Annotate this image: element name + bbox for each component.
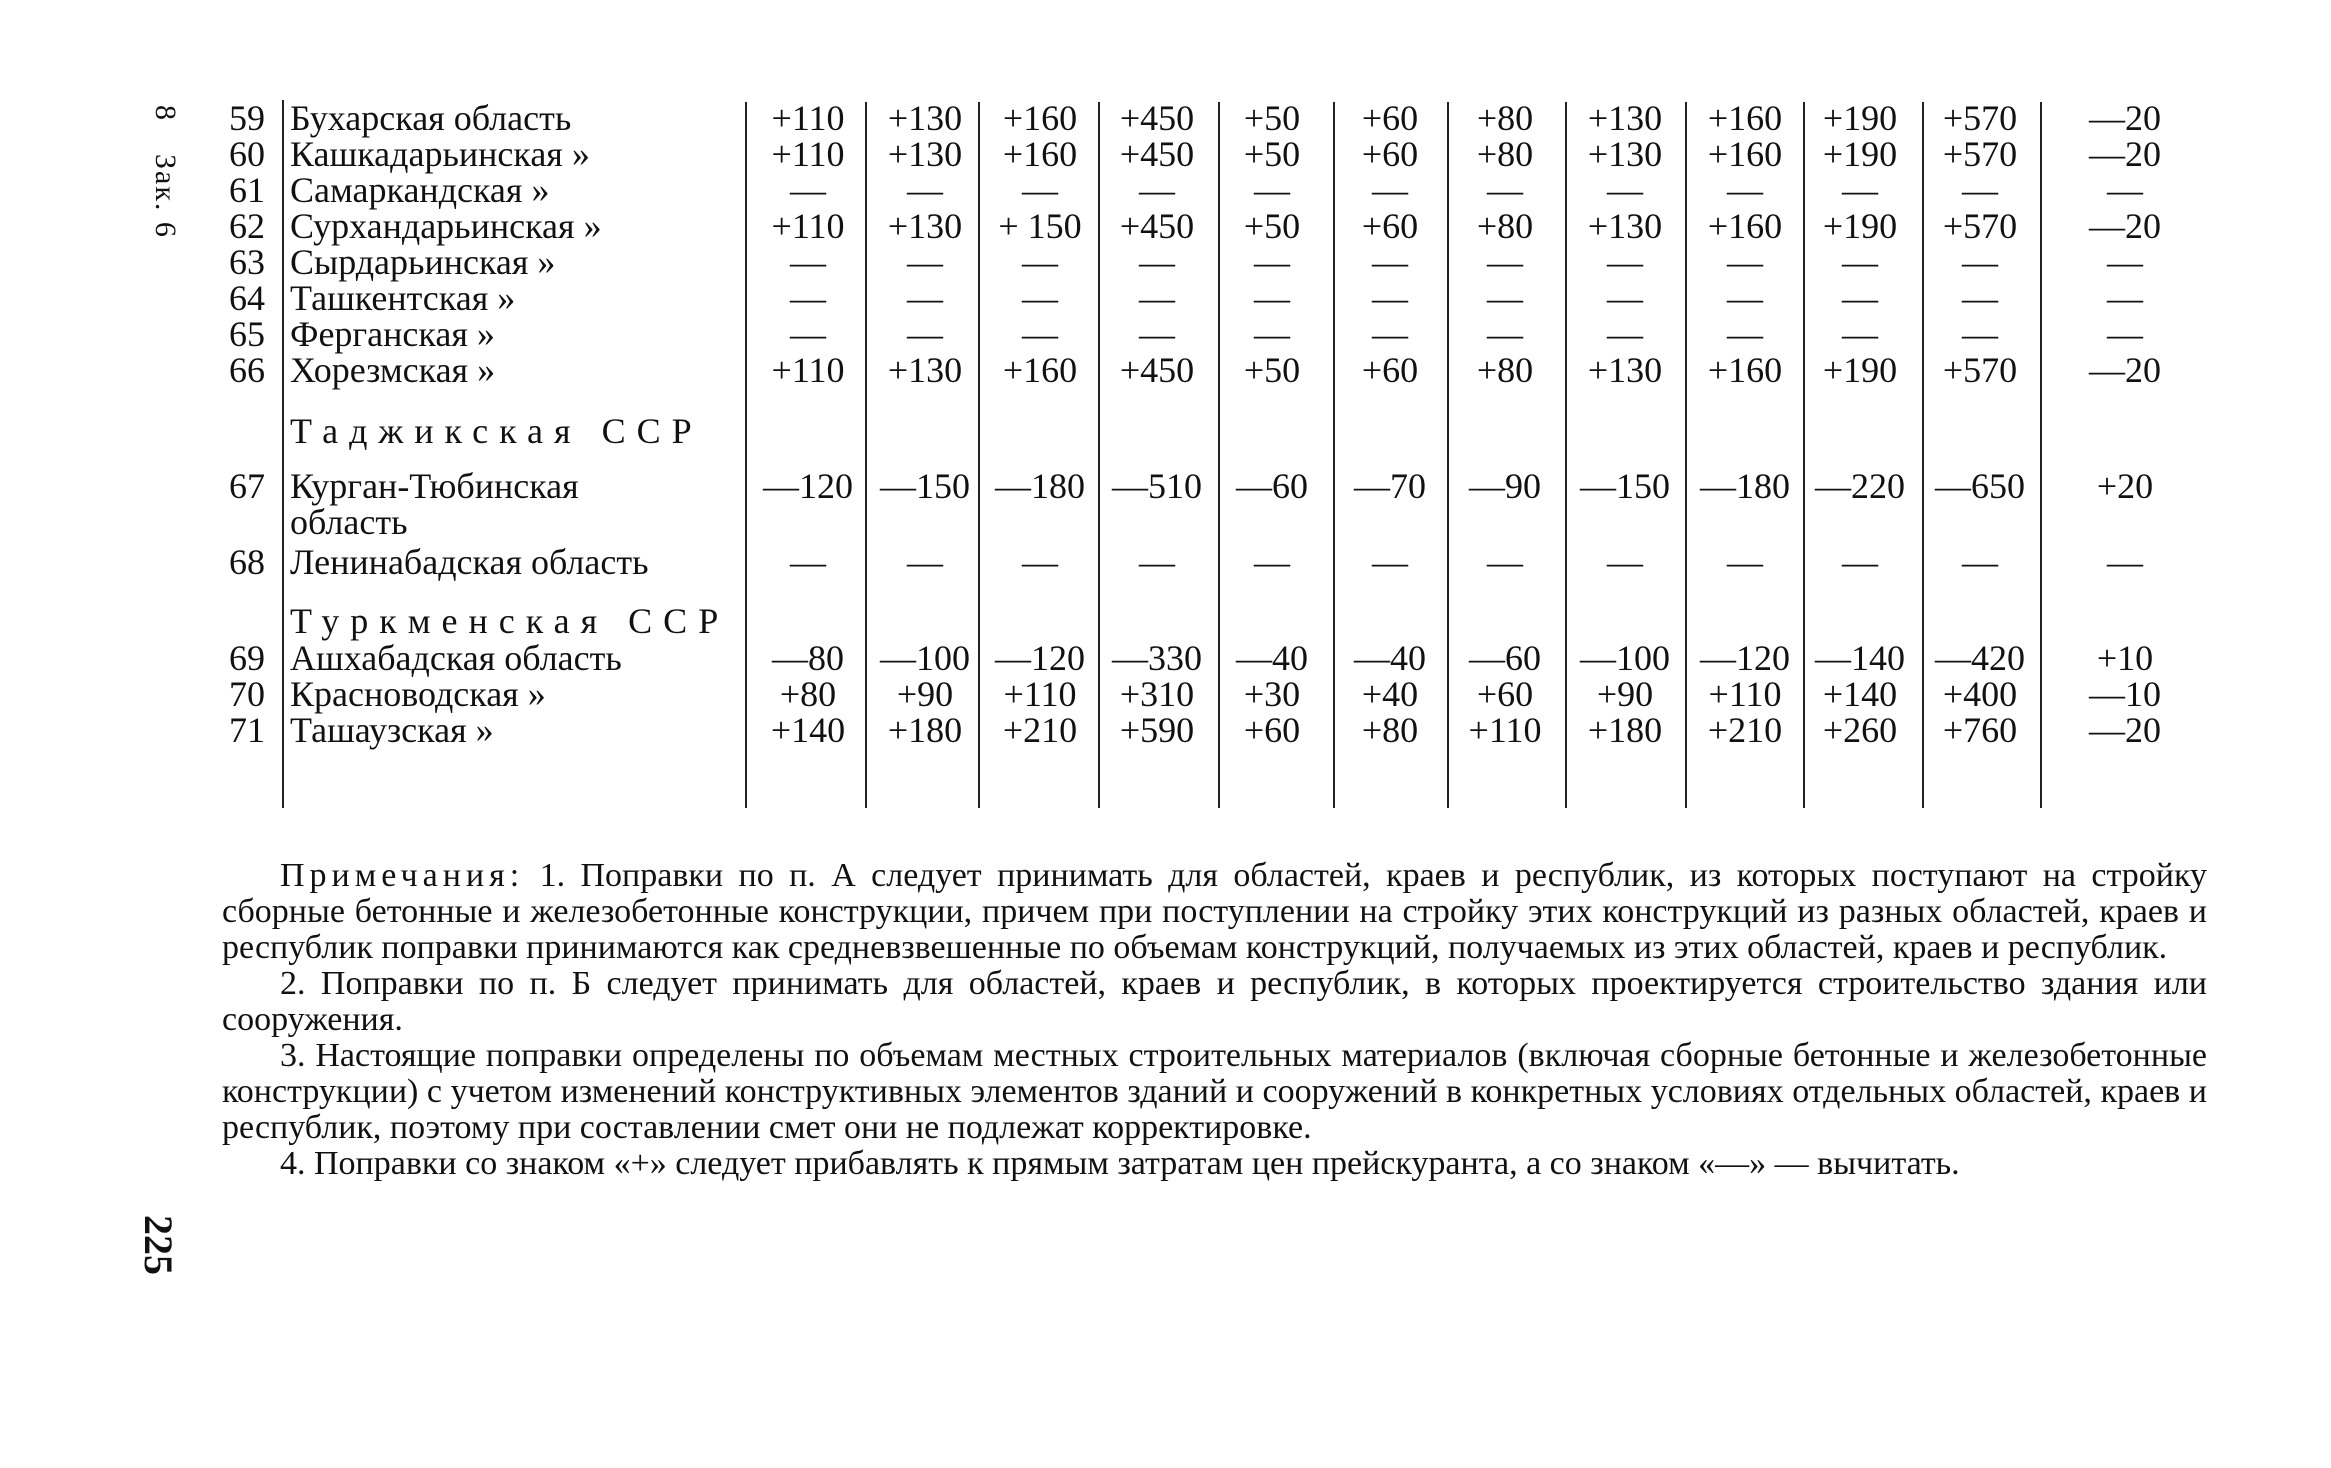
table-cell: —	[1372, 314, 1408, 354]
region-name: Сырдарьинская »	[290, 242, 556, 282]
table-cell: +130	[887, 98, 963, 138]
region-name: Курган-Тюбинская	[290, 466, 579, 506]
table-cell: —90	[1469, 466, 1541, 506]
table-cell: +160	[1707, 206, 1783, 246]
table-cell: +80	[1476, 134, 1534, 174]
region-name: Красноводская »	[290, 674, 546, 714]
table-cell: —100	[880, 638, 970, 678]
table-cell: —	[1487, 314, 1523, 354]
table-cell: —	[2107, 170, 2143, 210]
table-cell: —	[1842, 314, 1878, 354]
section-heading: Туркменская ССР	[290, 601, 730, 641]
table-cell: —	[1487, 242, 1523, 282]
table-cell: —	[907, 170, 943, 210]
table-cell: +160	[1707, 98, 1783, 138]
table-cell: +130	[1587, 134, 1663, 174]
table-cell: +80	[1476, 206, 1534, 246]
table-cell: —150	[1580, 466, 1670, 506]
table-cell: —80	[772, 638, 844, 678]
table-cell: +190	[1822, 350, 1898, 390]
table-cell: +450	[1119, 134, 1195, 174]
region-name: Ленинабадская область	[290, 542, 649, 582]
table-cell: +60	[1476, 674, 1534, 714]
region-name: Хорезмская »	[290, 350, 496, 390]
table-cell: +60	[1243, 710, 1301, 750]
page-number: 225	[136, 1215, 181, 1275]
row-number: 62	[229, 206, 265, 246]
table-cell: +160	[1707, 134, 1783, 174]
table-cell: —	[1022, 242, 1058, 282]
table-cell: —	[1254, 242, 1290, 282]
table-cell: +50	[1243, 134, 1301, 174]
table-cell: +140	[1822, 674, 1898, 714]
table-cell: —20	[2089, 206, 2161, 246]
margin-order-note: Зак. 6	[149, 153, 182, 239]
table-cell: —	[790, 542, 826, 582]
table-cell: —	[1727, 542, 1763, 582]
table-cell: +80	[779, 674, 837, 714]
note-1	[222, 858, 2207, 966]
table-cell: —420	[1935, 638, 2025, 678]
table-cell: —	[907, 278, 943, 318]
region-name: Кашкадарьинская »	[290, 134, 590, 174]
table-cell: +30	[1243, 674, 1301, 714]
table-cell: —	[1139, 314, 1175, 354]
note-4: 4. Поправки со знаком «+» следует прибавлять к прямым затратам цен прейскуранта, а со знаком «—» — вычитать.	[280, 1145, 1960, 1182]
table-cell: —	[1139, 170, 1175, 210]
region-name: Самаркандская »	[290, 170, 550, 210]
table-cell: —	[1962, 242, 1998, 282]
table-cell: —	[2107, 314, 2143, 354]
column-rule	[2040, 102, 2042, 808]
table-cell: —	[790, 242, 826, 282]
table-cell: —120	[1700, 638, 1790, 678]
table-cell: —120	[763, 466, 853, 506]
table-cell: + 150	[998, 206, 1082, 246]
table-cell: +80	[1361, 710, 1419, 750]
table-cell: —220	[1815, 466, 1905, 506]
margin-sheet-number: 8	[149, 105, 182, 122]
table-cell: —100	[1580, 638, 1670, 678]
table-cell: —	[1607, 278, 1643, 318]
table-cell: —	[1372, 278, 1408, 318]
table-cell: —	[1727, 170, 1763, 210]
table-cell: +160	[1002, 134, 1078, 174]
table-cell: —	[907, 314, 943, 354]
row-number: 67	[229, 466, 265, 506]
table-cell: +140	[770, 710, 846, 750]
table-cell: +210	[1707, 710, 1783, 750]
table-cell: +110	[771, 134, 845, 174]
table-cell: +60	[1361, 98, 1419, 138]
table-cell: —	[1842, 242, 1878, 282]
row-number: 68	[229, 542, 265, 582]
table-cell: +570	[1942, 134, 2018, 174]
table-cell: +110	[771, 350, 845, 390]
table-cell: —140	[1815, 638, 1905, 678]
table-cell: +60	[1361, 350, 1419, 390]
table-cell: +110	[1708, 674, 1782, 714]
row-number: 71	[229, 710, 265, 750]
table-cell: +450	[1119, 206, 1195, 246]
table-cell: —	[790, 170, 826, 210]
table-cell: —	[1607, 542, 1643, 582]
table-cell: —	[2107, 278, 2143, 318]
table-cell: +90	[1596, 674, 1654, 714]
table-cell: +50	[1243, 206, 1301, 246]
table-cell: +130	[887, 350, 963, 390]
column-rule	[282, 100, 284, 808]
table-cell: —	[1022, 278, 1058, 318]
note-3: 3. Настоящие поправки определены по объемам местных строительных материалов (включая сборные бетонные и железобетонные конструкции) с учетом изменений конструктивных элементов зданий и сооружений в конкретных условиях отдельных областей, краев и республик, поэтому при составлении смет они не подлежат корректировке.	[222, 1037, 2207, 1146]
table-cell: —	[1022, 314, 1058, 354]
table-cell: +60	[1361, 134, 1419, 174]
region-name: Ташаузская »	[290, 710, 494, 750]
table-cell: +20	[2096, 466, 2154, 506]
table-cell: +210	[1002, 710, 1078, 750]
table-cell: +590	[1119, 710, 1195, 750]
table-cell: +60	[1361, 206, 1419, 246]
table-cell: —	[1727, 278, 1763, 318]
row-number: 65	[229, 314, 265, 354]
table-cell: +130	[1587, 206, 1663, 246]
table-cell: +570	[1942, 350, 2018, 390]
table-cell: —150	[880, 466, 970, 506]
table-cell: —	[1254, 314, 1290, 354]
table-cell: +110	[771, 206, 845, 246]
row-number: 59	[229, 98, 265, 138]
table-cell: +40	[1361, 674, 1419, 714]
table-cell: —	[1842, 170, 1878, 210]
table-cell: —	[1842, 278, 1878, 318]
table-cell: —	[907, 242, 943, 282]
table-cell: —10	[2089, 674, 2161, 714]
table-cell: +400	[1942, 674, 2018, 714]
row-number: 63	[229, 242, 265, 282]
table-cell: +450	[1119, 350, 1195, 390]
region-name: Ферганская »	[290, 314, 495, 354]
table-cell: —	[1022, 542, 1058, 582]
note-2: 2. Поправки по п. Б следует принимать для областей, краев и республик, в которых проектируется строительство здания или сооружения.	[222, 965, 2207, 1038]
column-rule	[745, 102, 747, 808]
table-cell: —	[907, 542, 943, 582]
note-1-text: 1. Поправки по п. А следует принимать для областей, краев и республик, из которых поступают на стройку сборные бетонные и железобетонные конструкции, причем при поступлении на стройку этих конструкций из разных областей, краев и республик поправки принимаются как средневзвешенные по объемам конструкций, получаемых из этих областей, краев и республик.	[222, 857, 2207, 966]
table-cell: —	[790, 314, 826, 354]
table-cell: +50	[1243, 98, 1301, 138]
table-cell: +260	[1822, 710, 1898, 750]
table-cell: —	[1372, 170, 1408, 210]
table-cell: +110	[1003, 674, 1077, 714]
table-cell: +110	[1468, 710, 1542, 750]
table-cell: +160	[1002, 350, 1078, 390]
table-cell: —	[1962, 278, 1998, 318]
table-cell: —510	[1112, 466, 1202, 506]
table-cell: —	[1254, 278, 1290, 318]
table-cell: —40	[1354, 638, 1426, 678]
section-heading: Таджикская ССР	[290, 411, 703, 451]
table-cell: +130	[887, 206, 963, 246]
row-number: 61	[229, 170, 265, 210]
table-cell: —20	[2089, 350, 2161, 390]
table-cell: +190	[1822, 134, 1898, 174]
table-cell: —	[1727, 314, 1763, 354]
table-cell: +310	[1119, 674, 1195, 714]
table-cell: —	[1487, 278, 1523, 318]
table-cell: +570	[1942, 98, 2018, 138]
table-cell: +160	[1002, 98, 1078, 138]
table-cell: +110	[771, 98, 845, 138]
table-cell: —650	[1935, 466, 2025, 506]
table-cell: —	[2107, 242, 2143, 282]
table-cell: —20	[2089, 710, 2161, 750]
table-cell: —	[1962, 314, 1998, 354]
table-cell: —20	[2089, 98, 2161, 138]
table-cell: +190	[1822, 206, 1898, 246]
table-cell: —70	[1354, 466, 1426, 506]
table-cell: +50	[1243, 350, 1301, 390]
table-cell: —60	[1469, 638, 1541, 678]
table-cell: —	[1139, 242, 1175, 282]
table-cell: +760	[1942, 710, 2018, 750]
table-cell: +450	[1119, 98, 1195, 138]
table-cell: —	[1962, 542, 1998, 582]
table-cell: —330	[1112, 638, 1202, 678]
row-number: 70	[229, 674, 265, 714]
table-cell: —	[1962, 170, 1998, 210]
region-name-line2: область	[290, 502, 408, 542]
row-number: 64	[229, 278, 265, 318]
region-name: Ашхабадская область	[290, 638, 622, 678]
table-cell: —	[1487, 170, 1523, 210]
table-cell: —	[2107, 542, 2143, 582]
notes-section	[222, 858, 2207, 1182]
table-cell: —60	[1236, 466, 1308, 506]
table-cell: +130	[1587, 350, 1663, 390]
region-name: Сурхандарьинская »	[290, 206, 602, 246]
table-cell: —120	[995, 638, 1085, 678]
table-cell: —	[1842, 542, 1878, 582]
row-number: 69	[229, 638, 265, 678]
table-cell: —20	[2089, 134, 2161, 174]
table-cell: +180	[887, 710, 963, 750]
table-cell: —	[1607, 314, 1643, 354]
table-cell: —180	[995, 466, 1085, 506]
table-cell: —	[1607, 242, 1643, 282]
table-cell: —	[1607, 170, 1643, 210]
table-cell: —	[1727, 242, 1763, 282]
table-cell: +160	[1707, 350, 1783, 390]
table-cell: —40	[1236, 638, 1308, 678]
table-cell: —	[790, 278, 826, 318]
table-cell: +80	[1476, 350, 1534, 390]
table-cell: +190	[1822, 98, 1898, 138]
table-cell: —	[1139, 542, 1175, 582]
table-cell: —	[1254, 170, 1290, 210]
region-name: Ташкентская »	[290, 278, 516, 318]
row-number: 60	[229, 134, 265, 174]
table-cell: —	[1022, 170, 1058, 210]
table-cell: +180	[1587, 710, 1663, 750]
table-cell: +10	[2096, 638, 2154, 678]
table-cell: +570	[1942, 206, 2018, 246]
table-cell: —	[1372, 542, 1408, 582]
table-cell: —	[1487, 542, 1523, 582]
table-cell: +130	[1587, 98, 1663, 138]
notes-label: Примечания:	[280, 857, 525, 894]
table-cell: —180	[1700, 466, 1790, 506]
table-cell: +130	[887, 134, 963, 174]
row-number: 66	[229, 350, 265, 390]
region-name: Бухарская область	[290, 98, 572, 138]
table-cell: —	[1372, 242, 1408, 282]
table-cell: +90	[896, 674, 954, 714]
table-cell: —	[1139, 278, 1175, 318]
table-cell: —	[1254, 542, 1290, 582]
table-cell: +80	[1476, 98, 1534, 138]
